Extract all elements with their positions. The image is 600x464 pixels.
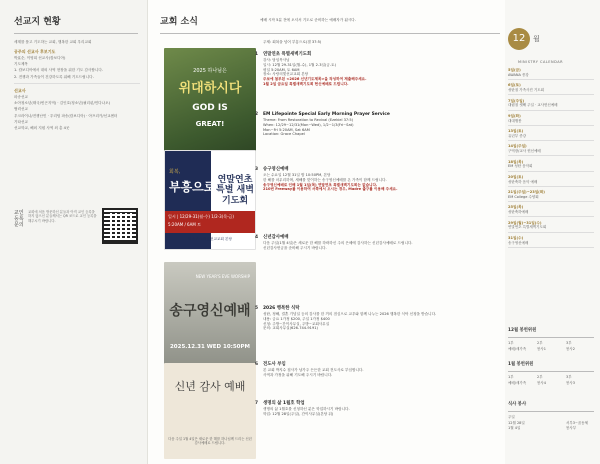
table-row [508,426,594,431]
article [255,362,503,378]
event-date: 20일(토) [508,174,524,179]
cell: 3부 [566,340,572,345]
divider [508,110,594,111]
poster-text: 송구영신예배 [169,303,251,319]
section-line: 파송선교 [14,94,28,99]
month-word: 월 [533,35,540,43]
calendar-event [508,205,594,217]
article-line: 장소: 사랑의빛선교교회 본당 [263,72,309,77]
new-years-eve-poster [164,262,259,370]
section-line: 기도제목 [14,62,28,67]
god-is-great-poster [164,48,259,156]
calendar-event [508,68,594,80]
event-name: AWANA 종강 [508,72,529,77]
calendar-event [508,236,594,248]
divider [160,33,500,34]
article-line: Location: Grace Chapel [263,132,305,137]
poster-text: 연말연초 특별 새벽 기도회 [216,175,254,206]
mission-body [14,40,140,133]
calendar-event [508,99,594,111]
article-number: 4 [255,235,259,240]
article [255,401,503,417]
article [255,112,503,137]
article-title: EM Lifepointe Special Early Morning Prayer Service [263,112,390,117]
section-line: 소아청소년(태국/빈곤지역) · 김인호/청소년(필리핀/민다나오) [14,100,110,105]
event-name: 구역장/교사 헌신예배 [508,149,541,154]
article-notice: 1월 2일 금요일 특별새벽기도회 헌신예배로 드립니다. [263,82,349,87]
poster-date-bar [165,211,255,233]
divider [508,125,594,126]
section-line: 우크라이나/전쟁난민 · 우리팀 파송(캄보디아) · 아프리카/선교센터 [14,113,118,118]
table-row [508,347,594,352]
article [255,306,503,331]
divider [508,232,594,233]
article-number: 1 [255,52,259,57]
table-row [508,415,594,420]
section-title: 12월 봉헌위원 [508,328,537,333]
article-number: 2 [255,112,259,117]
divider [508,171,594,172]
article-number: 7 [255,401,259,406]
divider [508,371,594,372]
article-line: 주제: 회복을 넘어 부흥으로(겔 37:5) [263,40,322,44]
poster-text: 2025.12.31 WED 10:50PM [169,344,251,350]
poster-text: 다음 주일 1월 4일은 새로운 한 해를 하나님께 드리는 신년감사예배로 드립니다. [168,437,252,446]
article-number: 3 [255,167,259,172]
section-line: 박효순, 이영희 선교사(캄보디아) [14,55,66,60]
article-line: When: 12/29~12/31(Mon~Wed), 1/2~1/3(Fri~Sat) [263,122,354,127]
mission-intro: 세계를 품고 기도하는 교회, 행복한 교회 우리교회 [14,40,92,44]
table-row [508,381,594,386]
article-line: 학업: 12월 28일(주일), 간이사무실(본당 뒤) [263,411,334,416]
event-name: 송구영신예배 [508,240,529,245]
cell: 서부3~꿈동체 [566,420,589,425]
calendar-event [508,221,594,233]
event-date: 6일(토) [508,83,521,88]
calendar-event [508,160,594,172]
poster-text: GREAT! [195,120,225,128]
calendar-event [508,144,594,156]
article [255,235,503,251]
event-date: 25일(목) [508,205,524,210]
event-name: 성탄축하 음악 예배 [508,179,538,184]
article-line: 본 교회 박지수 집사가 남가주 든든한 교회 전도사로 부임합니다. [263,367,364,372]
calendar-event [508,83,594,95]
poster-text: 신년 감사 예배 [174,380,246,393]
event-date: 5일(금) [508,68,521,72]
divider [508,186,594,187]
article [255,52,503,87]
poster-text: 5:20AM / 6AM 토 [168,222,201,227]
section-line: 2. 전쟁과 가족들이 건강하도록 위해 기도드립니다. [14,74,94,79]
cell: 1부 [508,374,514,379]
calendar-event [508,175,594,187]
ministry-calendar [508,68,594,251]
article-line: 신청: 주방~간이사무실, 주방~교회사무실 [263,321,330,326]
article-notice: 210번 Freeway를 이용하여 서쪽에서 오시는 경우, Madre 출구를 이용해 주세요. [263,187,398,192]
event-date: 29일(월)~31일(수) [508,220,542,225]
cell: 2부 [537,340,543,345]
poster-text: 위대하시다 [178,81,242,96]
registration-label: 교인 등록 문의 [14,210,24,228]
cell: 봉사부 [566,426,577,431]
calendar-event [508,129,594,141]
article-line: 신년감사헌금을 준비해 주시기 바랍니다. [263,245,327,250]
divider [14,33,138,34]
article-line: 사역과 가정을 위해 기도해 주시기 바랍니다. [263,372,333,377]
cell: 1부 [508,340,514,345]
divider [508,155,594,156]
section-heading: 선교사 [14,87,26,93]
calendar-event [508,114,594,126]
event-name: 연말연초 특별새벽기도회 [508,225,547,230]
news-title: 교회 소식 [160,17,198,27]
article-line: 내용: 금요 1가정 $200, 주일 1가정 $400 [263,316,330,321]
cell: 예배/새가족 [508,346,527,351]
cell: 1월 4일 [508,426,521,431]
cell: 예배/새가족 [508,380,527,385]
event-name: EM 성탄 음악회 [508,164,533,169]
poster-panel [165,151,211,249]
article-line: 일시: 12월 29-31일(월-수), 1월 2-3일(금-토) [263,62,337,67]
new-year-thanksgiving-poster [164,362,259,459]
section-line: 선교학교, 해외 지원 사역 외 총 4곳 [14,126,70,131]
article-notice: 주보에 첨부된 <2026 신년기도제목>을 작성하여 제출해주세요. [263,77,367,82]
article-number: 6 [255,362,259,367]
mission-title: 선교지 현황 [14,17,61,27]
qr-code-icon[interactable] [102,208,138,244]
article-title: 신년감사예배 [263,235,289,240]
table-row [508,421,594,426]
event-name: EM College 수양회 [508,194,539,199]
cell: 봉사1 [537,346,546,351]
offering-committee-jan [508,362,594,386]
poster-text: 회복, [169,169,181,175]
article-line: 문의: 교회사무실(626-744-9191) [263,326,318,331]
article-line: 성탄, 정해, 결혼 기념일 등의 감사를 한 끼의 점심으로 교우와 함께 나누는 2026 행복한 식탁 신청을 받습니다. [263,311,437,316]
section-line: 기타선교 [14,119,28,124]
event-name: 유년부 종강 [508,133,527,138]
section-title: 1월 봉헌위원 [508,362,534,367]
poster-text: 2025 하나님은 [193,68,227,74]
calendar-event [508,190,594,202]
article-line: Theme: From Restoration to Revival (Ezekiel 37:5) [263,117,354,122]
article-line: 오는 수요일 12월 31일 밤 10:50PM, 본당 [263,172,331,177]
article-line: 생명의 삶 1월호를 신청하신 분은 학업하시기 바랍니다. [263,406,350,411]
event-date: 31일(수) [508,235,524,240]
divider [508,411,594,412]
news-intro: 예배 시작 5분 전에 오셔서 기도로 준비하는 예배자가 됩시다. [260,18,356,22]
cell: 주일 [508,414,515,419]
section-title: 식사 봉사 [508,402,527,407]
article [263,40,503,45]
table-row [508,375,594,380]
poster-text: 장소 사랑의빛선교교회 본당 [188,237,232,241]
article-line: Mon~Fri 5:20AM, Sat 6AM [263,127,310,132]
article-title: 생명의 삶 1월호 학업 [263,401,305,406]
poster-text: 일시 | 12/29-31(월-수) 1/2-3(목-금) [168,214,234,219]
article-title: 전도사 부임 [263,362,286,367]
calendar-title: MINISTRY CALENDAR [518,60,564,64]
divider [508,216,594,217]
cell [566,415,594,420]
event-name: 대림절 셋째 주일 · 교사헌신예배 [508,103,558,108]
article-title: 2026 행복한 식탁 [263,306,300,311]
meal-service [508,402,594,432]
event-name: 성탄축하예배 [508,210,529,215]
poster-text: GOD IS [192,103,228,113]
article-line: 다음 주일(1월 4일)은 새로운 한 해를 하락하신 주의 은혜에 감사하는 신년감사예배로 드립니다. [263,240,413,245]
offering-committee-dec [508,328,594,352]
article-line: 한 해를 마무리하며, 새해를 맞이하는 송구영신예배를 온 가족이 함께 드립니다. [263,177,387,182]
event-date: 18일(목) [508,159,524,164]
article-number: 5 [255,306,259,311]
cell: 3부 [566,374,572,379]
left-column [0,0,148,464]
event-name: 대대행봉 [508,118,522,123]
event-name: 성탄절 가족사진 기도회 [508,88,545,93]
divider [14,83,140,84]
poster-text: NEW YEAR'S EVE WORSHIP [195,274,250,279]
article [255,167,503,192]
divider [508,79,594,80]
article-title: 송구영신예배 [263,167,289,172]
event-date: 9일(화) [508,113,521,118]
table-row [508,341,594,346]
registration-text: 교회에 처음 방문하신 분들과 아직 교인 등록을 하지 않으신 분들께서는 QR 코드로 교인 등록을 해주시기 바랍니다. [28,210,97,223]
cell: 봉사3 [566,380,575,385]
event-date: 21일(주일)~23일(화) [508,190,545,194]
registration-block [14,208,140,252]
cell: 봉사4 [537,380,546,385]
article-line: 강사: 담임목사님 [263,57,290,62]
article-title: 연말연초 특별새벽기도회 [263,52,312,57]
early-prayer-poster [164,150,259,250]
divider [508,94,594,95]
divider [508,201,594,202]
divider [508,337,594,338]
poster-text: 부흥으로 [169,180,216,194]
divider [508,140,594,141]
article-line: 평일 5:20AM, 토 6AM [263,67,300,72]
cell: 12월 28일 [508,420,525,425]
divider [508,247,594,248]
month-number: 12 [508,28,530,50]
cell: 2부 [537,374,543,379]
event-date: 7일(주일) [508,98,525,103]
section-line: 협력선교 [14,107,28,112]
cell: 봉사2 [566,346,575,351]
event-date: 14일(주일) [508,144,527,149]
section-line: 1. 캄보디아에서 대외 사역 현장을 위한 기도 감사합니다. [14,68,103,73]
event-date: 13일(토) [508,129,524,133]
section-heading: 공주의 선교사 후보기도 [14,48,56,54]
article-notice: 송구영신예배로 인해 1월 1일(목) 연말연초 특별새벽기도회는 없습니다. [263,182,378,187]
